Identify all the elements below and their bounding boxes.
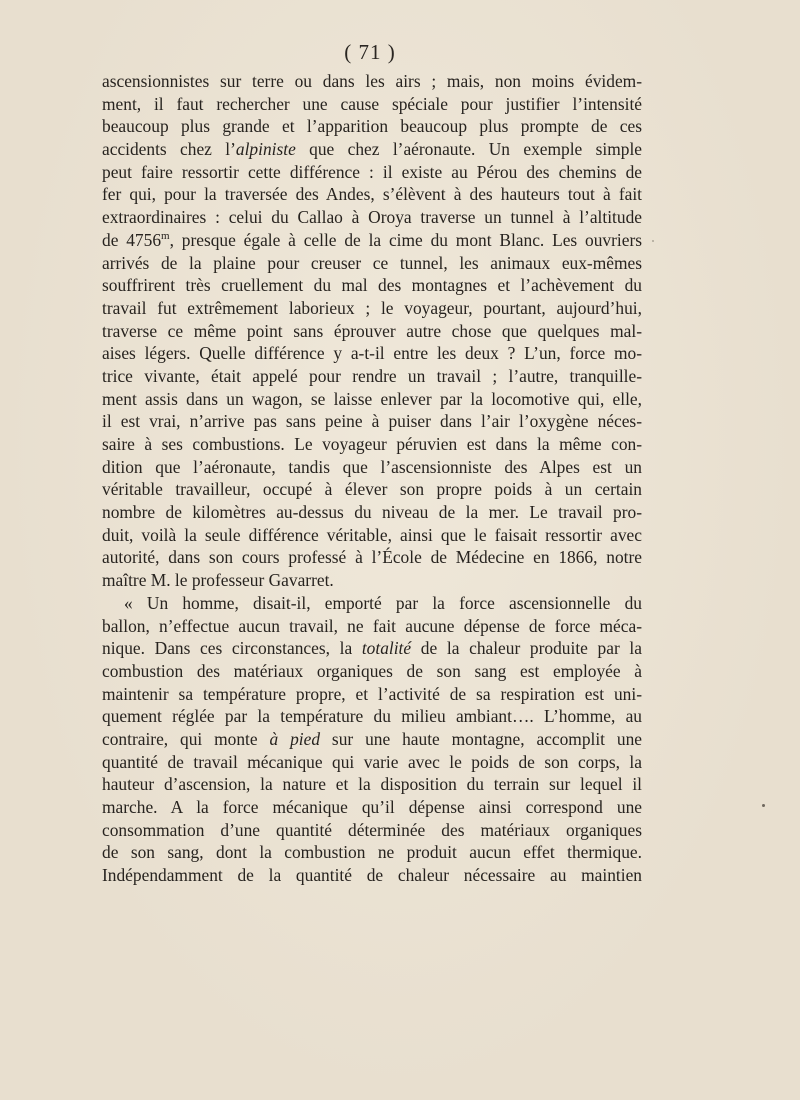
text-line: Indépendamment de la quantité de chaleur nécessaire au maintien bbox=[102, 865, 642, 886]
text-line: travail fut extrêmement laborieux ; le voyageur, pourtant, aujourd’hui, bbox=[102, 297, 642, 318]
text-line bbox=[102, 229, 642, 252]
text-line: fer qui, pour la traversée des Andes, s’élèvent à des hauteurs tout à fait bbox=[102, 184, 642, 205]
text-line: extraordinaires : celui du Callao à Oroya traverse un tunnel à l’altitude bbox=[102, 207, 642, 228]
text-line: trice vivante, était appelé pour rendre un travail ; l’autre, tranquille- bbox=[102, 365, 642, 386]
text-line: quement réglée par la température du milieu ambiant…. L’homme, au bbox=[102, 706, 642, 727]
text-line: ment assis dans un wagon, se laisse enlever par la locomotive qui, elle, bbox=[102, 388, 642, 409]
text-line: dition que l’aéronaute, tandis que l’ascensionniste des Alpes est un bbox=[102, 456, 642, 477]
text-line: aises légers. Quelle différence y a-t-il entre les deux ? L’un, force mo- bbox=[102, 343, 642, 364]
text-line: traverse ce même point sans éprouver autre chose que quelques mal- bbox=[102, 320, 642, 341]
superscript-unit: m bbox=[161, 229, 170, 242]
text-run: de la chaleur produite par la bbox=[411, 638, 642, 659]
text-line: il est vrai, n’arrive pas sans peine à puiser dans l’air l’oxygène néces- bbox=[102, 411, 642, 432]
text-line: maintenir sa température propre, et l’activité de sa respiration est uni- bbox=[102, 683, 642, 704]
text-run: , presque égale à celle de la cime du mont Blanc. Les ouvriers bbox=[169, 229, 643, 250]
text-line: arrivés de la plaine pour creuser ce tunnel, les animaux eux-mêmes bbox=[102, 252, 642, 273]
italic-text: totalité bbox=[361, 638, 412, 659]
text-line: véritable travailleur, occupé à élever son propre poids à un certain bbox=[102, 479, 642, 500]
text-run: nique. Dans ces circonstances, la bbox=[102, 638, 362, 659]
page-number: ( 71 ) bbox=[344, 40, 396, 64]
text-run: que chez l’aéronaute. Un exemple simple bbox=[295, 139, 642, 160]
text-run: de 4756 bbox=[102, 229, 162, 250]
italic-text: alpiniste bbox=[235, 139, 296, 160]
text-run: contraire, qui monte bbox=[102, 728, 270, 749]
text-line: ment, il faut rechercher une cause spéciale pour justifier l’intensité bbox=[102, 93, 642, 114]
text-line: consommation d’une quantité déterminée des matériaux organiques bbox=[102, 819, 642, 840]
text-line: saire à ses combustions. Le voyageur péruvien est dans la même con- bbox=[102, 434, 642, 454]
text-line: autorité, dans son cours professé à l’École de Médecine en 1866, notre bbox=[102, 547, 642, 568]
text-line: maître M. le professeur Gavarret. bbox=[102, 570, 334, 591]
text-line: ballon, n’effectue aucun travail, ne fait aucune dépense de force méca- bbox=[102, 615, 642, 636]
text-run: accidents chez l’ bbox=[102, 139, 236, 160]
text-run: sur une haute montagne, accomplit une bbox=[320, 728, 643, 749]
text-line: de son sang, dont la combustion ne produit aucun effet thermique. bbox=[102, 842, 642, 863]
paper-speck bbox=[762, 804, 765, 807]
text-line: peut faire ressortir cette différence : il existe au Pérou des chemins de bbox=[102, 161, 642, 182]
text-line: marche. A la force mécanique qu’il dépense ainsi correspond une bbox=[102, 797, 642, 817]
text-line: nombre de kilomètres au-dessus du niveau de la mer. Le travail pro- bbox=[102, 502, 642, 523]
paper-speck bbox=[652, 240, 654, 242]
text-line: quantité de travail mécanique qui varie avec le poids de son corps, la bbox=[102, 751, 642, 772]
text-line: souffrirent très cruellement du mal des montagnes et l’achèvement du bbox=[102, 275, 642, 296]
text-line bbox=[102, 138, 642, 161]
text-line: « Un homme, disait-il, emporté par la force ascensionnelle du bbox=[124, 592, 642, 613]
text-line: combustion des matériaux organiques de son sang est employée à bbox=[102, 660, 642, 681]
body-text bbox=[102, 70, 642, 887]
text-line bbox=[102, 728, 642, 751]
text-line bbox=[102, 637, 642, 660]
text-line: ascensionnistes sur terre ou dans les airs ; mais, non moins évidem- bbox=[102, 71, 642, 91]
text-line: duit, voilà la seule différence véritable, ainsi que le faisait ressortir avec bbox=[102, 524, 642, 545]
text-line: hauteur d’ascension, la nature et la disposition du terrain sur lequel il bbox=[102, 774, 642, 795]
italic-text: à pied bbox=[269, 728, 321, 749]
text-line: beaucoup plus grande et l’apparition beaucoup plus prompte de ces bbox=[102, 116, 642, 137]
